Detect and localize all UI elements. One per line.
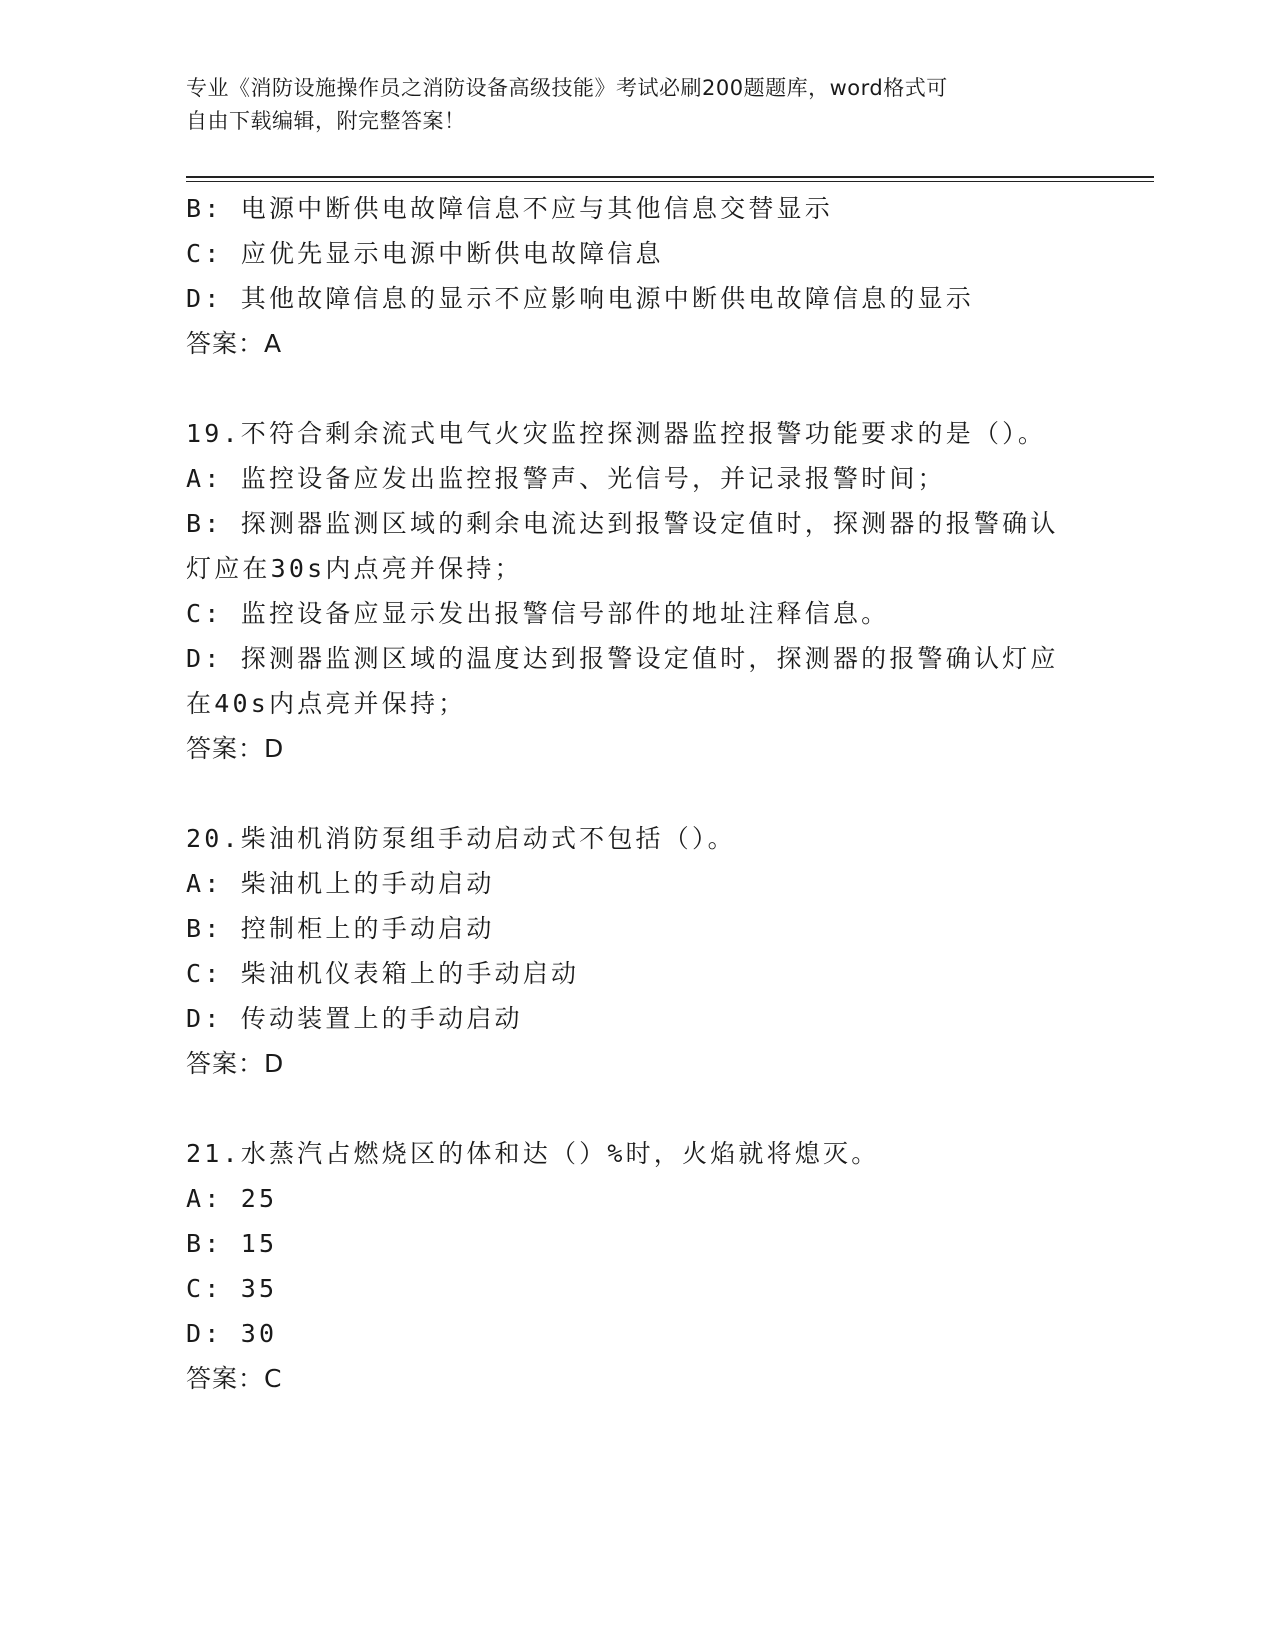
option-c: C: 35 [186, 1274, 278, 1303]
option-c: C: 监控设备应显示发出报警信号部件的地址注释信息。 [186, 599, 890, 628]
option-a: A: 监控设备应发出监控报警声、光信号，并记录报警时间； [186, 464, 946, 493]
spacer [186, 366, 1066, 411]
question-stem: 20.柴油机消防泵组手动启动式不包括（）。 [186, 824, 736, 853]
question-18-continued [186, 186, 1066, 366]
option-d-continued: 在40s内点亮并保持； [186, 689, 467, 718]
question-list [186, 186, 1066, 1401]
header-divider [186, 176, 1154, 178]
question-stem: 21.水蒸汽占燃烧区的体和达（）%时，火焰就将熄灭。 [186, 1139, 880, 1168]
option-b-continued: 灯应在30s内点亮并保持； [186, 554, 523, 583]
option-b: B: 电源中断供电故障信息不应与其他信息交替显示 [186, 194, 833, 223]
answer: 答案：A [186, 329, 283, 358]
question-stem: 19.不符合剩余流式电气火灾监控探测器监控报警功能要求的是（）。 [186, 419, 1047, 448]
question-20 [186, 816, 1066, 1086]
option-b: B: 控制柜上的手动启动 [186, 914, 495, 943]
option-b: B: 15 [186, 1229, 278, 1258]
spacer [186, 1086, 1066, 1131]
answer: 答案：D [186, 1049, 285, 1078]
answer: 答案：C [186, 1364, 283, 1393]
option-c: C: 柴油机仪表箱上的手动启动 [186, 959, 580, 988]
option-c: C: 应优先显示电源中断供电故障信息 [186, 239, 664, 268]
question-21 [186, 1131, 1066, 1401]
option-d: D: 30 [186, 1319, 278, 1348]
option-a: A: 柴油机上的手动启动 [186, 869, 495, 898]
option-b: B: 探测器监测区域的剩余电流达到报警设定值时，探测器的报警确认 [186, 509, 1059, 538]
header-line-1: 专业《消防设施操作员之消防设备高级技能》考试必刷200题题库，word格式可 [186, 76, 948, 100]
option-a: A: 25 [186, 1184, 278, 1213]
header-divider-thin [186, 181, 1154, 182]
question-19 [186, 411, 1066, 771]
header-line-2: 自由下载编辑，附完整答案！ [186, 109, 466, 133]
option-d: D: 探测器监测区域的温度达到报警设定值时，探测器的报警确认灯应 [186, 644, 1059, 673]
option-d: D: 其他故障信息的显示不应影响电源中断供电故障信息的显示 [186, 284, 974, 313]
answer: 答案：D [186, 734, 285, 763]
spacer [186, 771, 1066, 816]
option-d: D: 传动装置上的手动启动 [186, 1004, 523, 1033]
document-header [186, 72, 1066, 138]
